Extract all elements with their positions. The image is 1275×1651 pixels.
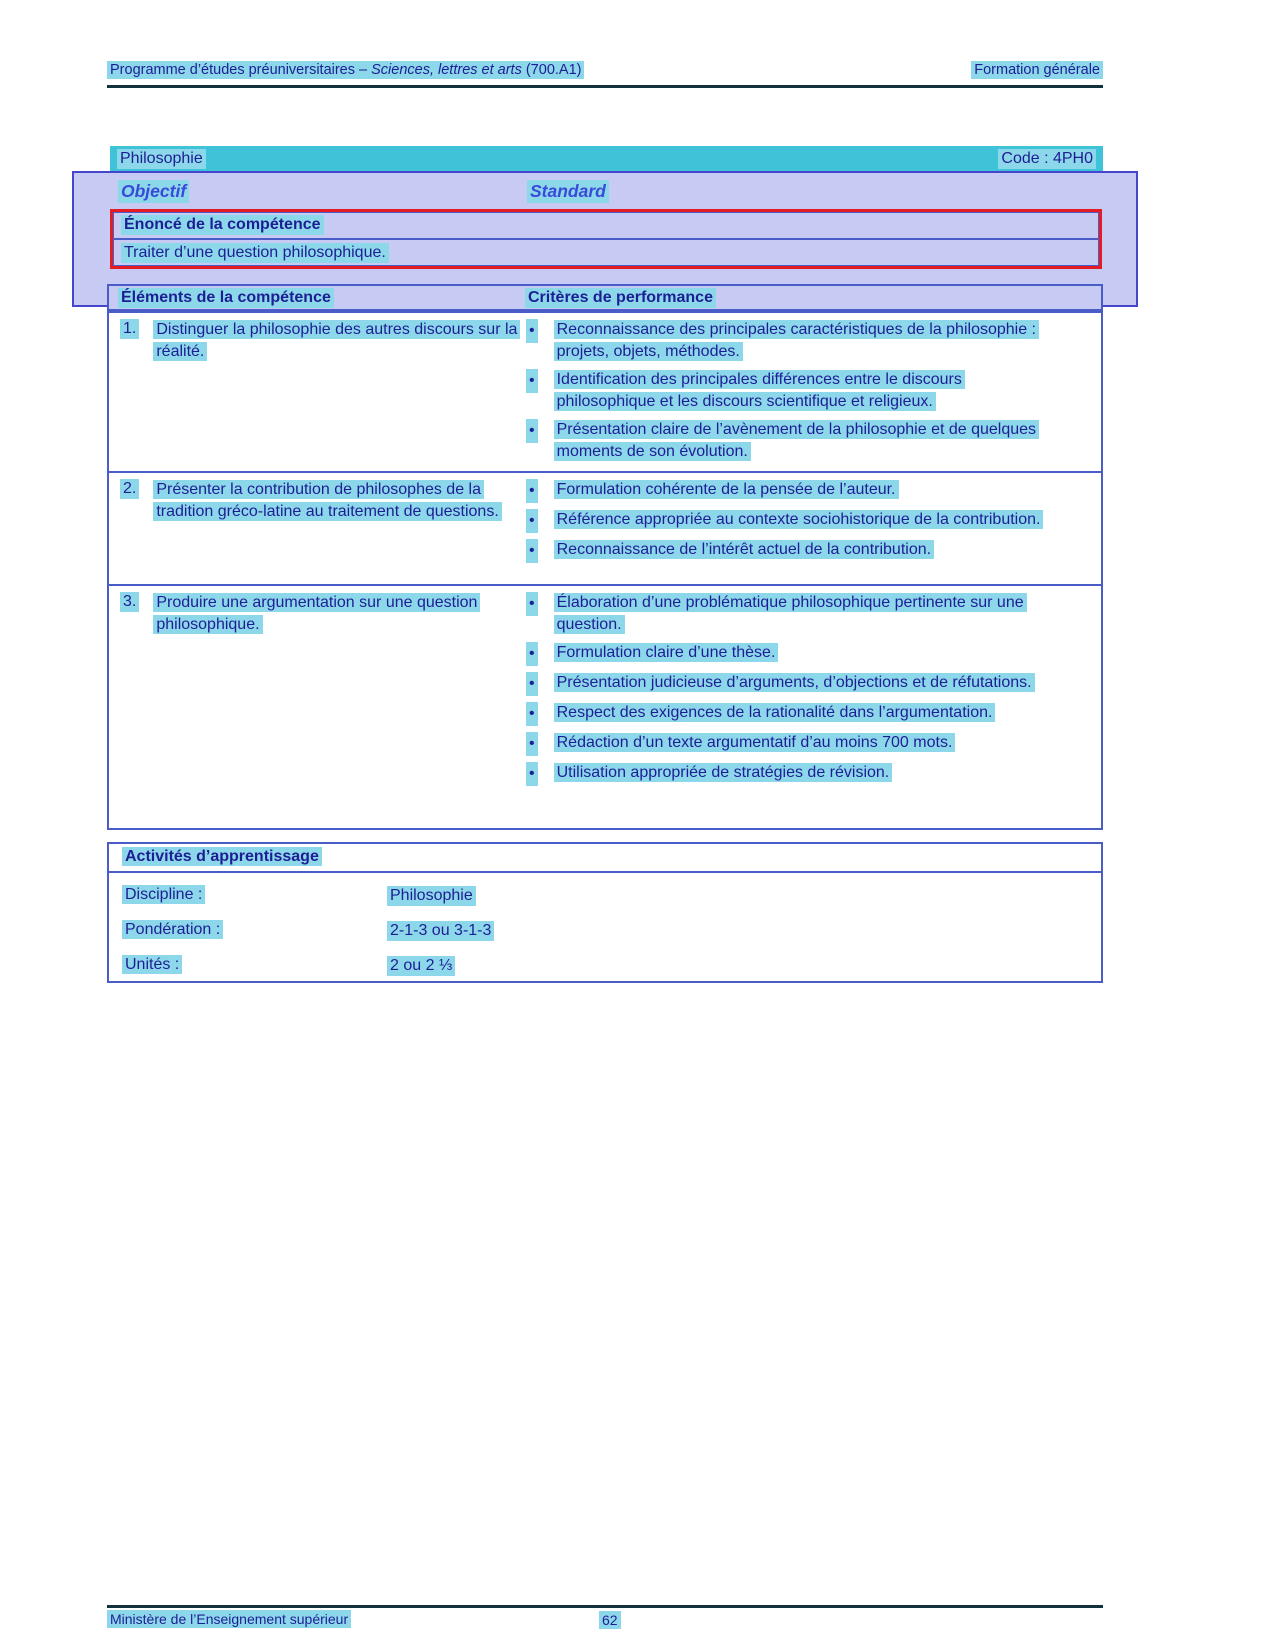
program-title-regular: Programme d’études préuniversitaires – xyxy=(110,62,372,78)
criteria-cell xyxy=(522,313,1101,471)
bullet-icon: • xyxy=(526,319,538,343)
criterion-item xyxy=(522,369,1101,413)
criterion-item xyxy=(522,592,1101,636)
bullet-icon: • xyxy=(526,702,538,726)
enonce-heading: Énoncé de la compétence xyxy=(121,215,324,235)
criterion-item xyxy=(522,762,1101,786)
element-text: Distinguer la philosophie des autres discours sur la réalité. xyxy=(153,320,520,361)
activity-label: Discipline : xyxy=(122,885,205,904)
element-number: 1. xyxy=(120,319,139,339)
criterion-text: Reconnaissance des principales caractéristiques de la philosophie : projets, objets, méthodes. xyxy=(554,320,1039,361)
course-title: Philosophie xyxy=(117,149,206,169)
page-footer xyxy=(107,1611,1103,1627)
criterion-text: Respect des exigences de la rationalité dans l’argumentation. xyxy=(554,703,996,722)
element-number: 2. xyxy=(120,479,139,499)
table-row-2 xyxy=(109,473,1101,586)
objectif-label: Objectif xyxy=(118,180,189,203)
criterion-text-wrap xyxy=(554,762,1062,784)
criterion-text-wrap xyxy=(554,369,1062,413)
criterion-text-wrap xyxy=(554,319,1062,363)
course-title-bar xyxy=(110,146,1103,171)
element-text-wrap xyxy=(153,319,518,363)
bullet-icon: • xyxy=(526,672,538,696)
element-cell xyxy=(109,586,522,828)
criterion-text-wrap xyxy=(554,672,1062,694)
bullet-icon: • xyxy=(526,732,538,756)
element-text: Produire une argumentation sur une question philosophique. xyxy=(153,593,480,634)
program-title-suffix: (700.A1) xyxy=(521,62,582,78)
competence-table xyxy=(107,311,1103,830)
course-code: Code : 4PH0 xyxy=(998,149,1096,169)
activities-heading: Activités d’apprentissage xyxy=(122,847,322,866)
criterion-text: Présentation claire de l’avènement de la philosophie et de quelques moments de son évolution. xyxy=(554,420,1039,461)
criterion-text-wrap xyxy=(554,539,1062,561)
activity-row-unites xyxy=(109,956,1101,978)
criteres-header: Critères de performance xyxy=(525,288,716,308)
program-title xyxy=(107,62,584,78)
formation-generale-label: Formation générale xyxy=(971,61,1103,79)
criterion-item xyxy=(522,642,1101,666)
criterion-text-wrap xyxy=(554,642,1062,664)
activity-value: 2-1-3 ou 3-1-3 xyxy=(387,921,494,941)
footer-rule xyxy=(107,1605,1103,1608)
criterion-text: Référence appropriée au contexte sociohistorique de la contribution. xyxy=(554,510,1044,529)
activity-value: 2 ou 2 ⅓ xyxy=(387,956,455,976)
criterion-item xyxy=(522,702,1101,726)
table-row-1 xyxy=(109,313,1101,473)
criterion-text: Formulation cohérente de la pensée de l’auteur. xyxy=(554,480,899,499)
program-title-italic: Sciences, lettres et arts xyxy=(371,62,522,78)
criterion-text: Élaboration d’une problématique philosophique pertinente sur une question. xyxy=(554,593,1027,634)
criterion-item xyxy=(522,732,1101,756)
criterion-text-wrap xyxy=(554,702,1062,724)
criterion-text-wrap xyxy=(554,479,1062,501)
activity-label: Pondération : xyxy=(122,920,223,939)
activity-label: Unités : xyxy=(122,955,182,974)
criterion-text: Reconnaissance de l’intérêt actuel de la contribution. xyxy=(554,540,934,559)
criterion-text: Formulation claire d’une thèse. xyxy=(554,643,779,662)
bullet-icon: • xyxy=(526,592,538,616)
elements-header: Éléments de la compétence xyxy=(118,288,334,308)
criterion-item xyxy=(522,509,1101,533)
table-row-3 xyxy=(109,586,1101,828)
table-column-headers xyxy=(107,284,1103,311)
element-text-wrap xyxy=(153,479,518,523)
enonce-text-row xyxy=(113,240,1099,266)
criterion-text-wrap xyxy=(554,419,1062,463)
activity-value: Philosophie xyxy=(387,886,476,906)
criterion-text-wrap xyxy=(554,509,1062,531)
bullet-icon: • xyxy=(526,642,538,666)
standard-label: Standard xyxy=(527,180,609,203)
activities-panel xyxy=(107,842,1103,983)
enonce-text: Traiter d’une question philosophique. xyxy=(121,243,389,263)
bullet-icon: • xyxy=(526,479,538,503)
criterion-text-wrap xyxy=(554,732,1062,754)
page-header xyxy=(107,62,1103,78)
criteria-cell xyxy=(522,586,1101,828)
activity-row-ponderation xyxy=(109,921,1101,943)
enonce-heading-row xyxy=(113,212,1099,240)
criterion-item xyxy=(522,319,1101,363)
bullet-icon: • xyxy=(526,509,538,533)
program-title-text xyxy=(107,61,584,79)
element-cell xyxy=(109,313,522,471)
footer-ministry: Ministère de l’Enseignement supérieur xyxy=(107,1610,351,1628)
footer-page-number: 62 xyxy=(599,1611,621,1629)
header-rule xyxy=(107,85,1103,88)
bullet-icon: • xyxy=(526,369,538,393)
bullet-icon: • xyxy=(526,419,538,443)
criterion-text-wrap xyxy=(554,592,1062,636)
element-text-wrap xyxy=(153,592,518,636)
element-number: 3. xyxy=(120,592,139,612)
criteria-cell xyxy=(522,473,1101,584)
bullet-icon: • xyxy=(526,762,538,786)
element-cell xyxy=(109,473,522,584)
criterion-item xyxy=(522,479,1101,503)
criterion-text: Présentation judicieuse d’arguments, d’objections et de réfutations. xyxy=(554,673,1035,692)
header-section-label xyxy=(971,62,1103,78)
bullet-icon: • xyxy=(526,539,538,563)
criterion-text: Identification des principales différences entre le discours philosophique et les discours scientifique et religieux. xyxy=(554,370,965,411)
criterion-text: Rédaction d’un texte argumentatif d’au moins 700 mots. xyxy=(554,733,956,752)
activity-row-discipline xyxy=(109,886,1101,908)
criterion-item xyxy=(522,419,1101,463)
criterion-text: Utilisation appropriée de stratégies de révision. xyxy=(554,763,893,782)
activities-heading-row xyxy=(109,844,1101,873)
element-text: Présenter la contribution de philosophes de la tradition gréco-latine au traitement de questions. xyxy=(153,480,501,521)
enonce-box xyxy=(110,209,1102,269)
criterion-item xyxy=(522,672,1101,696)
criterion-item xyxy=(522,539,1101,563)
